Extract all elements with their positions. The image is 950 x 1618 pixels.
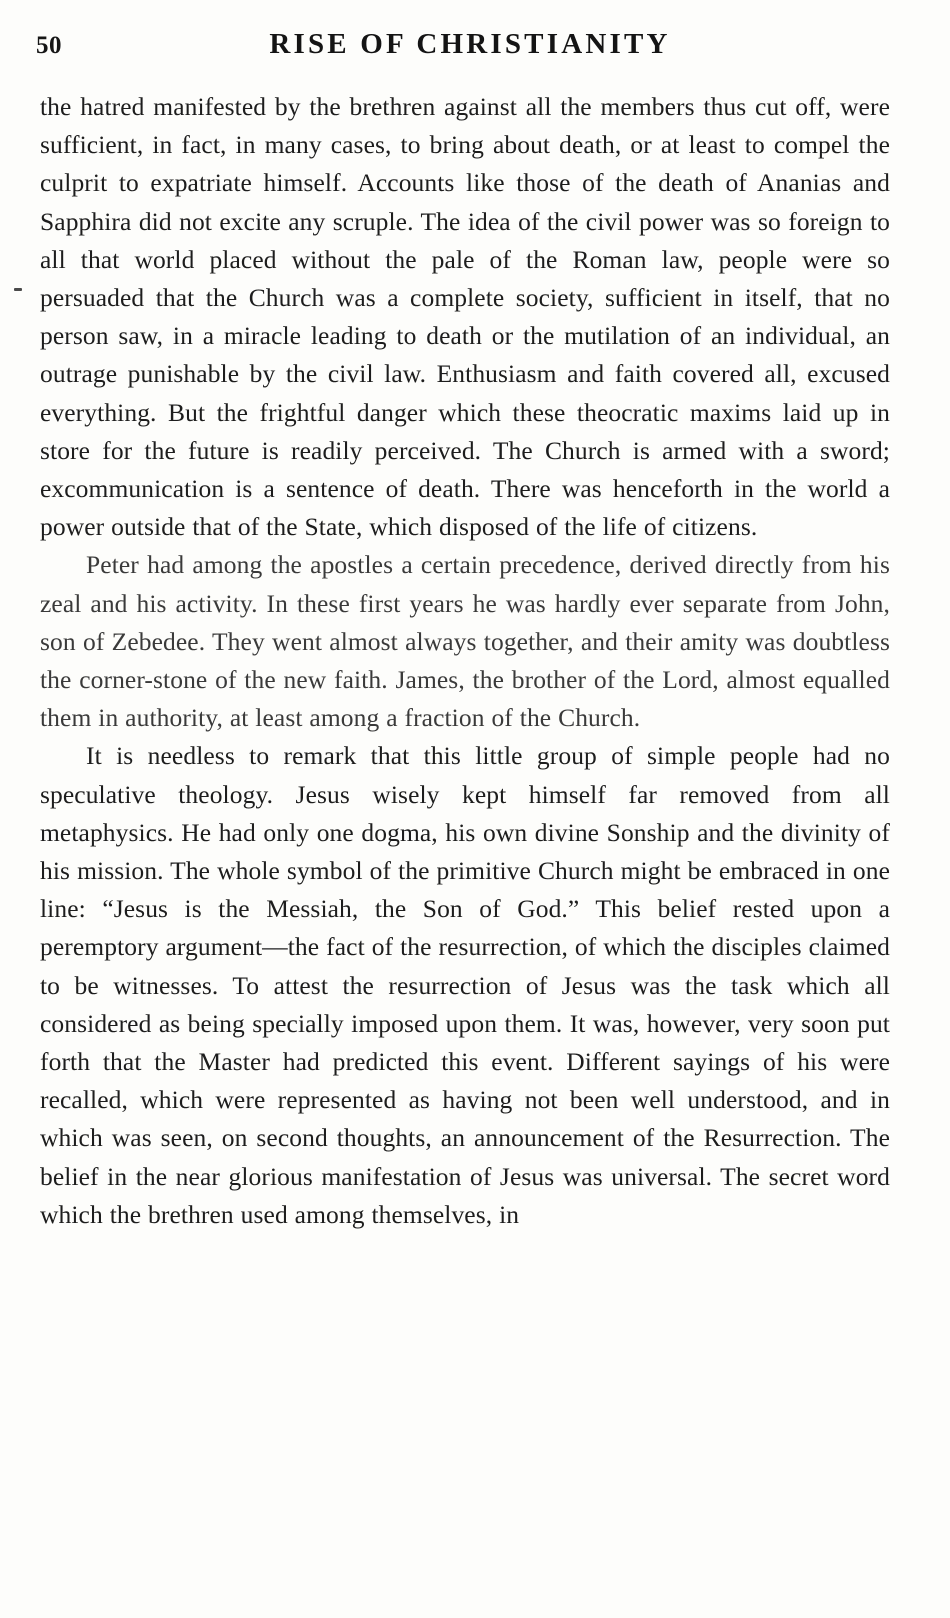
- paragraph: the hatred manifested by the brethren against all the members thus cut off, were sufficient, in fact, in many cases, to bring about death, or at least to compel the culprit to expatriate himself. Accounts like those of the death of Ananias and Sapphira did not excite any scruple. The idea of the civil power was so foreign to all that world placed without the pale of the Roman law, people were so persuaded that the Church was a complete society, sufficient in itself, that no person saw, in a miracle leading to death or the mutilation of an individual, an outrage punishable by the civil law. Enthusiasm and faith covered all, excused everything. But the frightful danger which these theocratic maxims laid up in store for the future is readily perceived. The Church is armed with a sword; excommunication is a sentence of death. There was henceforth in the world a power outside that of the State, which disposed of the life of citizens.: [40, 92, 890, 542]
- paragraph: Peter had among the apostles a certain precedence, derived directly from his zeal and his activity. In these first years he was hardly ever separate from John, son of Zebedee. They went almost always together, and their amity was doubtless the corner-stone of the new faith. James, the brother of the Lord, almost equalled them in authority, at least among a fraction of the Church.: [40, 550, 890, 733]
- margin-mark: [14, 288, 22, 291]
- page-header: [34, 28, 894, 80]
- body-text: [34, 88, 894, 1234]
- page-number: 50: [36, 32, 62, 59]
- running-head: RISE OF CHRISTIANITY: [269, 28, 671, 60]
- paragraph: It is needless to remark that this little group of simple people had no speculative theology. Jesus wisely kept himself far removed from all metaphysics. He had only one dogma, his own divine Sonship and the divinity of his mission. The whole symbol of the primitive Church might be embraced in one line: “Jesus is the Messiah, the Son of God.” This belief rested upon a peremptory argument—the fact of the resurrection, of which the disciples claimed to be witnesses. To attest the resurrection of Jesus was the task which all considered as being specially imposed upon them. It was, however, very soon put forth that the Master had predicted this event. Different sayings of his were recalled, which were represented as having not been well understood, and in which was seen, on second thoughts, an announcement of the Resurrection. The belief in the near glorious manifestation of Jesus was universal. The secret word which the brethren used among themselves, in: [40, 741, 890, 1229]
